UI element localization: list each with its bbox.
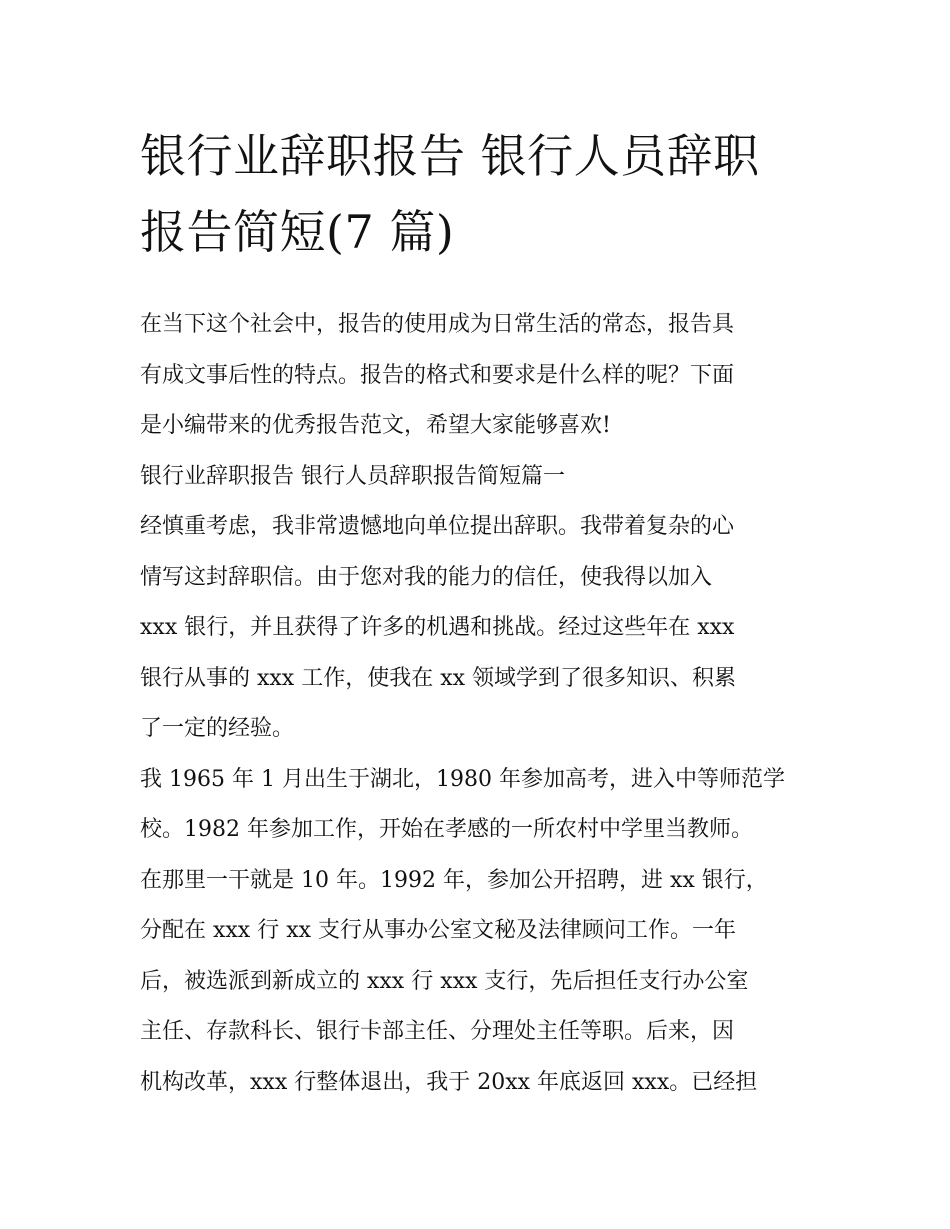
intro-line: 在当下这个社会中，报告的使用成为日常生活的常态，报告具 xyxy=(140,312,735,337)
document-page xyxy=(140,118,812,1108)
title-line-2: 报告简短(7 篇) xyxy=(140,205,455,259)
body-line: 经慎重考虑，我非常遗憾地向单位提出辞职。我带着复杂的心 xyxy=(140,514,735,539)
document-title xyxy=(140,118,812,270)
section-heading: 银行业辞职报告 银行人员辞职报告简短篇一 xyxy=(140,463,565,489)
intro-line: 是小编带来的优秀报告范文，希望大家能够喜欢! xyxy=(140,413,611,438)
body-line: 银行从事的 xxx 工作，使我在 xx 领域学到了很多知识、积累 xyxy=(140,665,737,691)
body-line: 了一定的经验。 xyxy=(140,716,295,741)
document-body xyxy=(140,300,812,1108)
body-line: 情写这封辞职信。由于您对我的能力的信任，使我得以加入 xyxy=(140,564,713,590)
title-line-1: 银行业辞职报告 银行人员辞职 xyxy=(140,129,760,183)
body-line: 分配在 xxx 行 xx 支行从事办公室文秘及法律顾问工作。一年 xyxy=(140,918,737,943)
body-line: 校。1982 年参加工作，开始在孝感的一所农村中学里当教师。 xyxy=(140,817,753,842)
body-line: 机构改革，xxx 行整体退出，我于 20xx 年底返回 xxx。已经担 xyxy=(140,1069,758,1095)
body-line: 在那里一干就是 10 年。1992 年，参加公开招聘，进 xx 银行， xyxy=(140,867,768,893)
body-line: 后，被选派到新成立的 xxx 行 xxx 支行，先后担任支行办公室 xyxy=(140,968,749,994)
body-line: xxx 银行，并且获得了许多的机遇和挑战。经过这些年在 xxx xyxy=(140,615,735,640)
body-line: 我 1965 年 1 月出生于湖北，1980 年参加高考，进入中等师范学 xyxy=(140,766,785,792)
body-line: 主任、存款科长、银行卡部主任、分理处主任等职。后来，因 xyxy=(140,1019,735,1044)
intro-line: 有成文事后性的特点。报告的格式和要求是什么样的呢？下面 xyxy=(140,362,735,388)
